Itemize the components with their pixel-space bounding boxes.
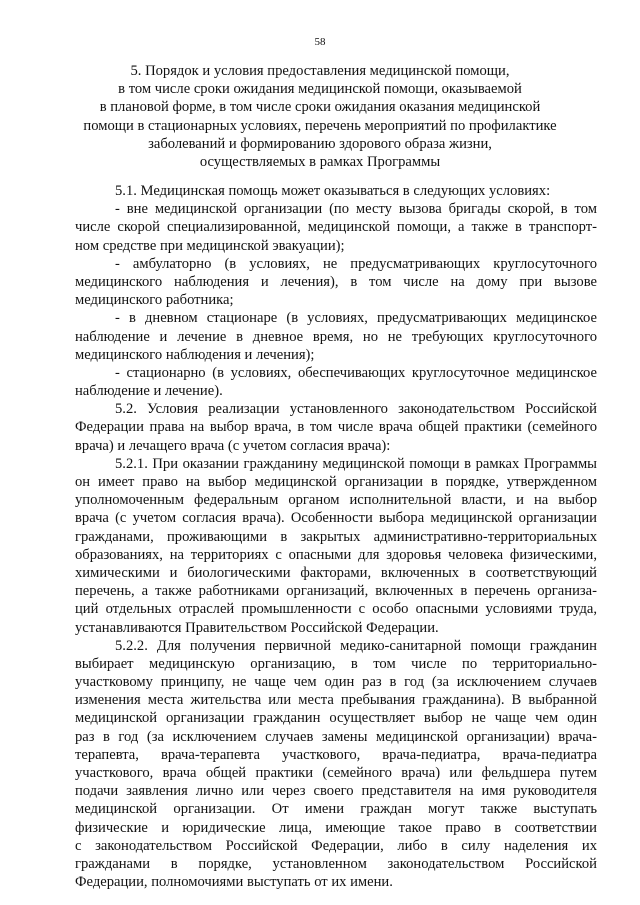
body-line: Федерации права на выбор врача, в том числе врача общей практики (семейного	[75, 419, 597, 436]
body-line: числе скорой специализированной, медицинской помощи, а также в транспорт-	[75, 219, 597, 236]
body-line: 5.2.1. При оказании гражданину медицинской помощи в рамках Программы	[115, 455, 597, 472]
body-line: раз в год (за исключением случаев замены медицинской организации) врача-	[75, 728, 597, 745]
body-line: Федерации, полномочиями выступать от их имени.	[75, 874, 393, 891]
body-line: - в дневном стационаре (в условиях, предусматривающих медицинское	[115, 310, 597, 327]
heading-line: заболеваний и формированию здорового образа жизни,	[148, 135, 492, 152]
body-line: - вне медицинской организации (по месту вызова бригады скорой, в том	[115, 201, 597, 218]
body-line: медицинской организации гражданин осуществляет выбор не чаще чем один	[75, 710, 597, 727]
body-line: гражданами в порядке, установленном законодательством Российской	[75, 855, 597, 872]
body-line: изменения места жительства или места пребывания гражданина). В выбранной	[75, 692, 597, 709]
body-line: физические и юридические лица, имеющие такое право в соответствии	[75, 819, 597, 836]
body-line: наблюдение и лечение).	[75, 383, 223, 400]
heading-line: осуществляемых в рамках Программы	[199, 154, 441, 171]
body-line: с законодательством Российской Федерации, либо в силу наделения их	[75, 837, 597, 854]
body-line: медицинского наблюдения и лечения), в том числе на дому при вызове	[75, 273, 597, 290]
body-line: он имеет право на выбор медицинской организации в порядке, утвержденном	[75, 474, 597, 490]
body-line: устанавливаются Правительством Российской Федерации.	[75, 619, 439, 636]
body-line: наблюдение и лечение в дневное время, но не требующих круглосуточного	[75, 328, 597, 345]
body-line: уполномоченным федеральным органом исполнительной власти, и на выбор	[75, 492, 597, 509]
heading-line: помощи в стационарных условиях, перечень мероприятий по профилактике	[83, 117, 557, 134]
body-line: 5.2.2. Для получения первичной медико-санитарной помощи гражданин	[115, 637, 597, 654]
body-line: образованиях, на территориях с опасными для здоровья человека физическими,	[75, 546, 597, 563]
body-line: медицинского работника;	[75, 292, 234, 309]
body-line: медицинской организации. От имени граждан могут также выступать	[75, 801, 597, 818]
body-text	[75, 182, 597, 891]
heading-line: в плановой форме, в том числе сроки ожидания оказания медицинской	[99, 99, 541, 116]
body-line: - амбулаторно (в условиях, не предусматривающих круглосуточного	[115, 255, 597, 272]
body-line: химическими и биологическими факторами, включенных в соответствующий	[75, 564, 597, 581]
body-line: участковому принципу, не чаще чем один раз в год (за исключением случаев	[75, 674, 597, 691]
body-line: участкового, врача общей практики (семейного врача) или фельдшера путем	[75, 765, 597, 781]
body-line: гражданами, проживающими в закрытых административно-территориальных	[75, 528, 597, 545]
body-line: врача (с учетом согласия врача). Особенности выбора медицинской организации	[75, 510, 597, 527]
body-line: терапевта, врача-терапевта участкового, врача-педиатра, врача-педиатра	[75, 746, 597, 763]
section-heading	[60, 62, 580, 171]
body-line: подачи заявления лично или через своего представителя на имя руководителя	[75, 783, 597, 800]
body-line: 5.1. Медицинская помощь может оказываться в следующих условиях:	[115, 183, 551, 199]
body-line: выбирает медицинскую организацию, в том числе по территориально-	[75, 655, 597, 672]
page-number: 58	[314, 36, 326, 48]
body-line: - стационарно (в условиях, обеспечивающих круглосуточное медицинское	[115, 364, 597, 381]
heading-line: в том числе сроки ожидания медицинской помощи, оказываемой	[118, 81, 522, 98]
body-line: врача) и лечащего врача (с учетом согласия врача):	[75, 437, 391, 454]
body-line: перечень, а также работниками организаций, включенных в перечень организа-	[75, 583, 597, 600]
body-line: медицинского наблюдения и лечения);	[75, 346, 315, 363]
body-line: ций отдельных отраслей промышленности с особо опасными условиями труда,	[75, 601, 597, 618]
body-line: ном средстве при медицинской эвакуации);	[75, 237, 345, 254]
body-line: 5.2. Условия реализации установленного законодательством Российской	[115, 401, 597, 418]
heading-line: 5. Порядок и условия предоставления медицинской помощи,	[130, 63, 510, 79]
